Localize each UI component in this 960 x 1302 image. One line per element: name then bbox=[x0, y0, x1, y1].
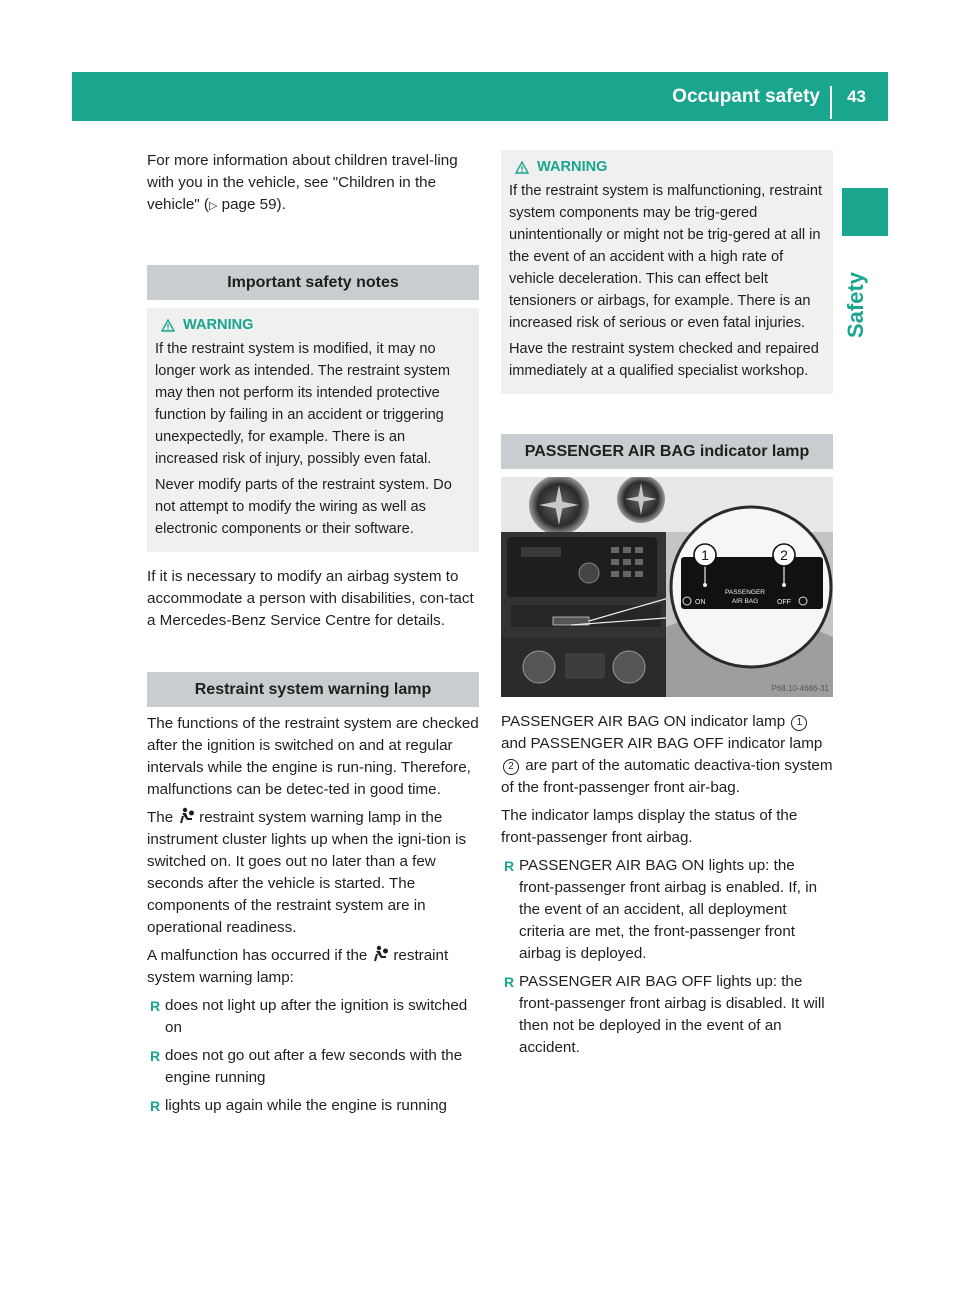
callout-1-icon: 1 bbox=[791, 715, 807, 731]
side-tab-marker bbox=[842, 188, 888, 236]
seat-belt-airbag-warning-icon bbox=[370, 945, 390, 963]
side-tab-label: Safety bbox=[843, 271, 868, 338]
warning-label: WARNING bbox=[183, 317, 254, 333]
list-item: R lights up again while the engine is running bbox=[147, 1095, 479, 1117]
indicator-lamp-paragraph: PASSENGER AIR BAG ON indicator lamp 1 and PASSENGER AIR BAG OFF indicator lamp 2 are part of the automatic deactiva-tion system of the front-passenger front air-bag. bbox=[501, 713, 833, 796]
intro-paragraph: For more information about children travel-ling with you in the vehicle, see "Children in the vehicle" (▷ page 59). bbox=[147, 152, 458, 213]
dashboard-photo bbox=[501, 477, 833, 697]
malfunction-list bbox=[147, 995, 479, 1117]
header-divider bbox=[830, 86, 832, 119]
list-item: R PASSENGER AIR BAG ON lights up: the front-passenger front airbag is enabled. If, in the event of an accident, all deployment criteria are met, the front-passenger front airbag is deployed. bbox=[504, 857, 818, 962]
right-column bbox=[501, 150, 833, 1065]
bullet-glyph: R bbox=[150, 998, 161, 1014]
warning-label: WARNING bbox=[537, 159, 608, 175]
photo-callout-1: 1 bbox=[701, 547, 709, 563]
bullet-glyph: R bbox=[150, 1098, 161, 1114]
page-header bbox=[72, 72, 888, 121]
section-title-passenger-airbag: PASSENGER AIR BAG indicator lamp bbox=[501, 434, 833, 469]
photo-label-center-2: AIR BAG bbox=[731, 598, 759, 605]
page-ref-arrow-icon: ▷ bbox=[208, 200, 218, 212]
malfunction-paragraph: A malfunction has occurred if the restraint system warning lamp: bbox=[147, 947, 449, 986]
status-paragraph: The indicator lamps display the status of the front-passenger front airbag. bbox=[501, 807, 798, 846]
warning-heading bbox=[509, 156, 825, 178]
photo-reference-code: P68.10-4686-31 bbox=[771, 684, 829, 693]
bullet-glyph: R bbox=[150, 1048, 161, 1064]
warning-triangle-icon bbox=[515, 161, 529, 174]
airbag-modification-paragraph: If it is necessary to modify an airbag system to accommodate a person with disabilities, con-tact a Mercedes-Benz Service Centre for details. bbox=[147, 568, 474, 629]
list-item: R does not go out after a few seconds with the engine running bbox=[150, 1047, 463, 1086]
section-title-safety-notes: Important safety notes bbox=[147, 265, 479, 300]
warning-box-modification bbox=[147, 308, 479, 552]
warning-instruction: Have the restraint system checked and repaired immediately at a qualified specialist workshop. bbox=[509, 341, 819, 379]
chapter-title: Occupant safety bbox=[672, 86, 820, 107]
bullet-glyph: R bbox=[504, 974, 515, 990]
warning-instruction: Never modify parts of the restraint system. Do not attempt to modify the wiring as well as electronic components or their software. bbox=[155, 477, 452, 537]
warning-text: If the restraint system is modified, it may no longer work as intended. The restraint system may then not perform its intended protective function by failing in an accident or triggering unexpectedly, for example. There is an increased risk of injury, possibly even fatal. bbox=[155, 341, 450, 467]
warning-heading bbox=[155, 314, 471, 336]
list-item: R does not light up after the ignition is switched on bbox=[150, 997, 468, 1036]
lamp-paragraph: The restraint system warning lamp in the instrument cluster lights up when the igni-tion is switched on. It goes out no later than a few seconds after the vehicle is started. The components of the restraint system are in operational readiness. bbox=[147, 809, 467, 936]
callout-2-icon: 2 bbox=[503, 759, 519, 775]
indicator-status-list bbox=[501, 855, 833, 1059]
photo-callout-2: 2 bbox=[780, 547, 788, 563]
left-column bbox=[147, 150, 479, 1123]
photo-label-off: OFF bbox=[777, 599, 791, 606]
section-title-warning-lamp: Restraint system warning lamp bbox=[147, 672, 479, 707]
seat-belt-airbag-warning-icon bbox=[176, 807, 196, 825]
functions-paragraph: The functions of the restraint system are checked after the ignition is switched on and at regular intervals while the engine is run-ning. Therefore, malfunctions can be detec-ted in good time. bbox=[147, 715, 479, 798]
photo-label-center-1: PASSENGER bbox=[725, 589, 765, 596]
bullet-glyph: R bbox=[504, 858, 515, 874]
page-number: 43 bbox=[847, 87, 866, 106]
warning-box-malfunction bbox=[501, 150, 833, 394]
list-item: R PASSENGER AIR BAG OFF lights up: the front-passenger front airbag is disabled. It will then not be deployed in the event of an accident. bbox=[504, 973, 825, 1056]
warning-triangle-icon bbox=[161, 319, 175, 332]
photo-label-on: ON bbox=[695, 599, 706, 606]
warning-text: If the restraint system is malfunctioning, restraint system components may be trig-gered unintentionally or might not be trig-gered at all in the event of an accident with a high rate of vehicle deceleration. This can effect belt tensioners or airbags, for example. There is an increased risk of serious or even fatal injuries. bbox=[509, 183, 823, 331]
